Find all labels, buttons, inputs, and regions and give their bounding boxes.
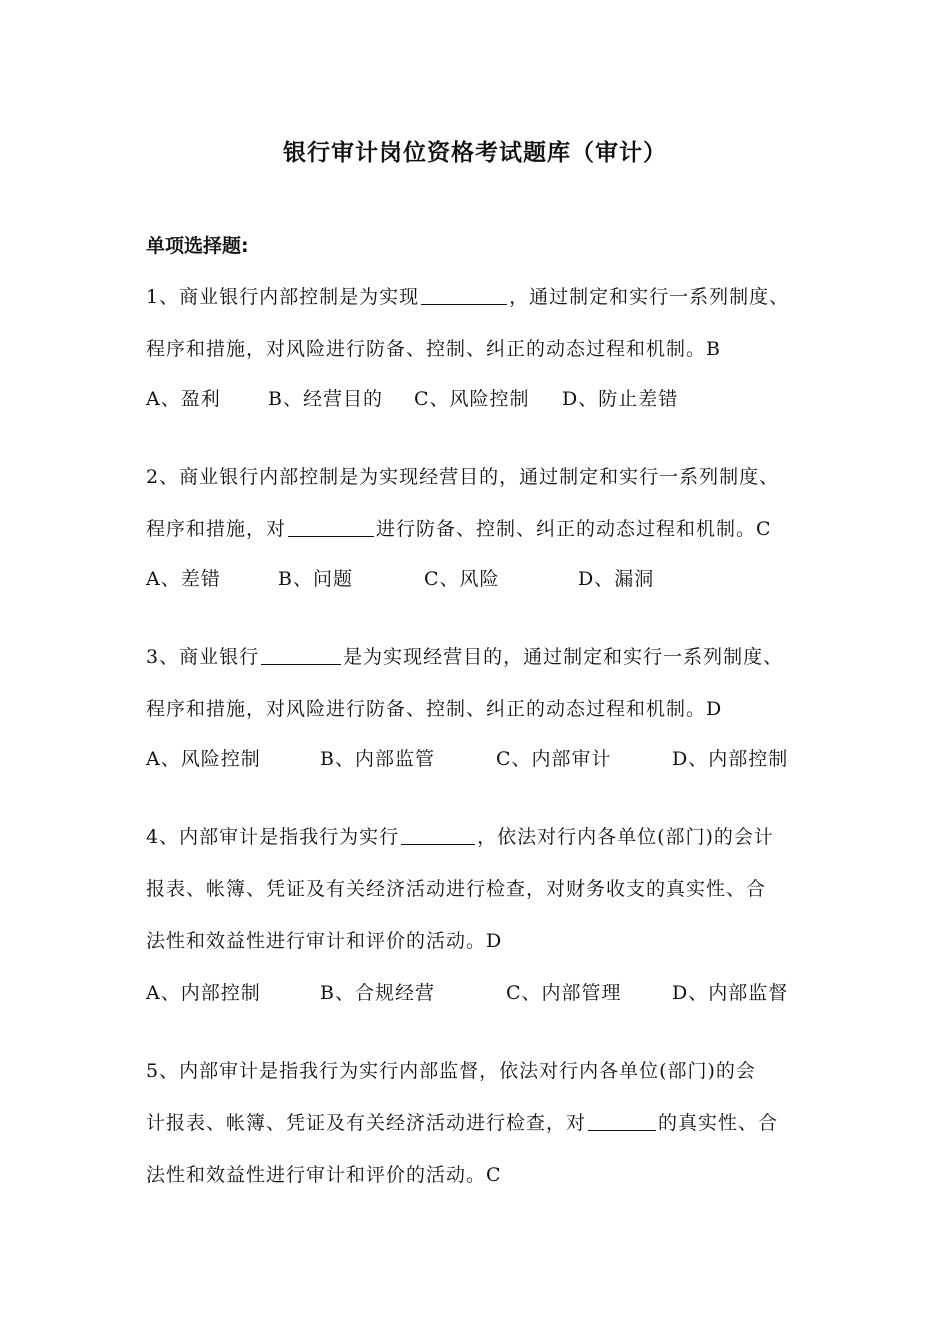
question-5-line-2: 计报表、帐簿、凭证及有关经济活动进行检查，对 的真实性、合 [146,1112,779,1134]
question-5-line-3: 法性和效益性进行审计和评价的活动。C [146,1164,502,1186]
question-4-line-1: 4、内部审计是指我行为实行 ，依法对行内各单位(部门)的会计 [146,826,774,848]
question-3-line-2: 程序和措施，对风险进行防备、控制、纠正的动态过程和机制。D [146,698,723,720]
question-2-option-d: D、漏洞 [578,568,655,590]
question-4-line-2: 报表、帐簿、凭证及有关经济活动进行检查，对财务收支的真实性、合 [146,878,767,900]
question-2-option-a: A、差错 [146,568,221,590]
question-2-line-2: 程序和措施，对 进行防备、控制、纠正的动态过程和机制。C [146,518,772,540]
question-4-option-c: C、内部管理 [506,982,622,1004]
question-2-line-1: 2、商业银行内部控制是为实现经营目的，通过制定和实行一系列制度、 [146,466,780,488]
question-2-option-b: B、问题 [278,568,353,590]
question-3-line-1: 3、商业银行 是为实现经营目的，通过制定和实行一系列制度、 [146,646,784,668]
question-1-line-2: 程序和措施，对风险进行防备、控制、纠正的动态过程和机制。B [146,338,721,360]
question-5-line-1: 5、内部审计是指我行为实行内部监督，依法对行内各单位(部门)的会 [146,1060,756,1082]
question-3-option-d: D、内部控制 [672,748,789,770]
answer-blank [401,826,475,845]
question-4-option-b: B、合规经营 [320,982,435,1004]
question-3-option-b: B、内部监管 [320,748,435,770]
question-3-option-c: C、内部审计 [496,748,612,770]
question-1-option-c: C、风险控制 [414,388,530,410]
question-1-option-b: B、经营目的 [268,388,383,410]
question-1-line-1: 1、商业银行内部控制是为实现 ，通过制定和实行一系列制度、 [146,286,790,308]
document-title: 银行审计岗位资格考试题库（审计） [283,140,667,166]
question-3-option-a: A、风险控制 [146,748,261,770]
section-heading: 单项选择题: [146,235,249,257]
question-1-option-d: D、防止差错 [562,388,679,410]
answer-blank [288,518,374,537]
question-4-option-a: A、内部控制 [146,982,261,1004]
question-4-line-3: 法性和效益性进行审计和评价的活动。D [146,930,503,952]
question-2-option-c: C、风险 [424,568,500,590]
answer-blank [588,1112,656,1131]
answer-blank [261,646,341,665]
question-1-option-a: A、盈利 [146,388,221,410]
question-4-option-d: D、内部监督 [672,982,789,1004]
answer-blank [421,286,507,305]
